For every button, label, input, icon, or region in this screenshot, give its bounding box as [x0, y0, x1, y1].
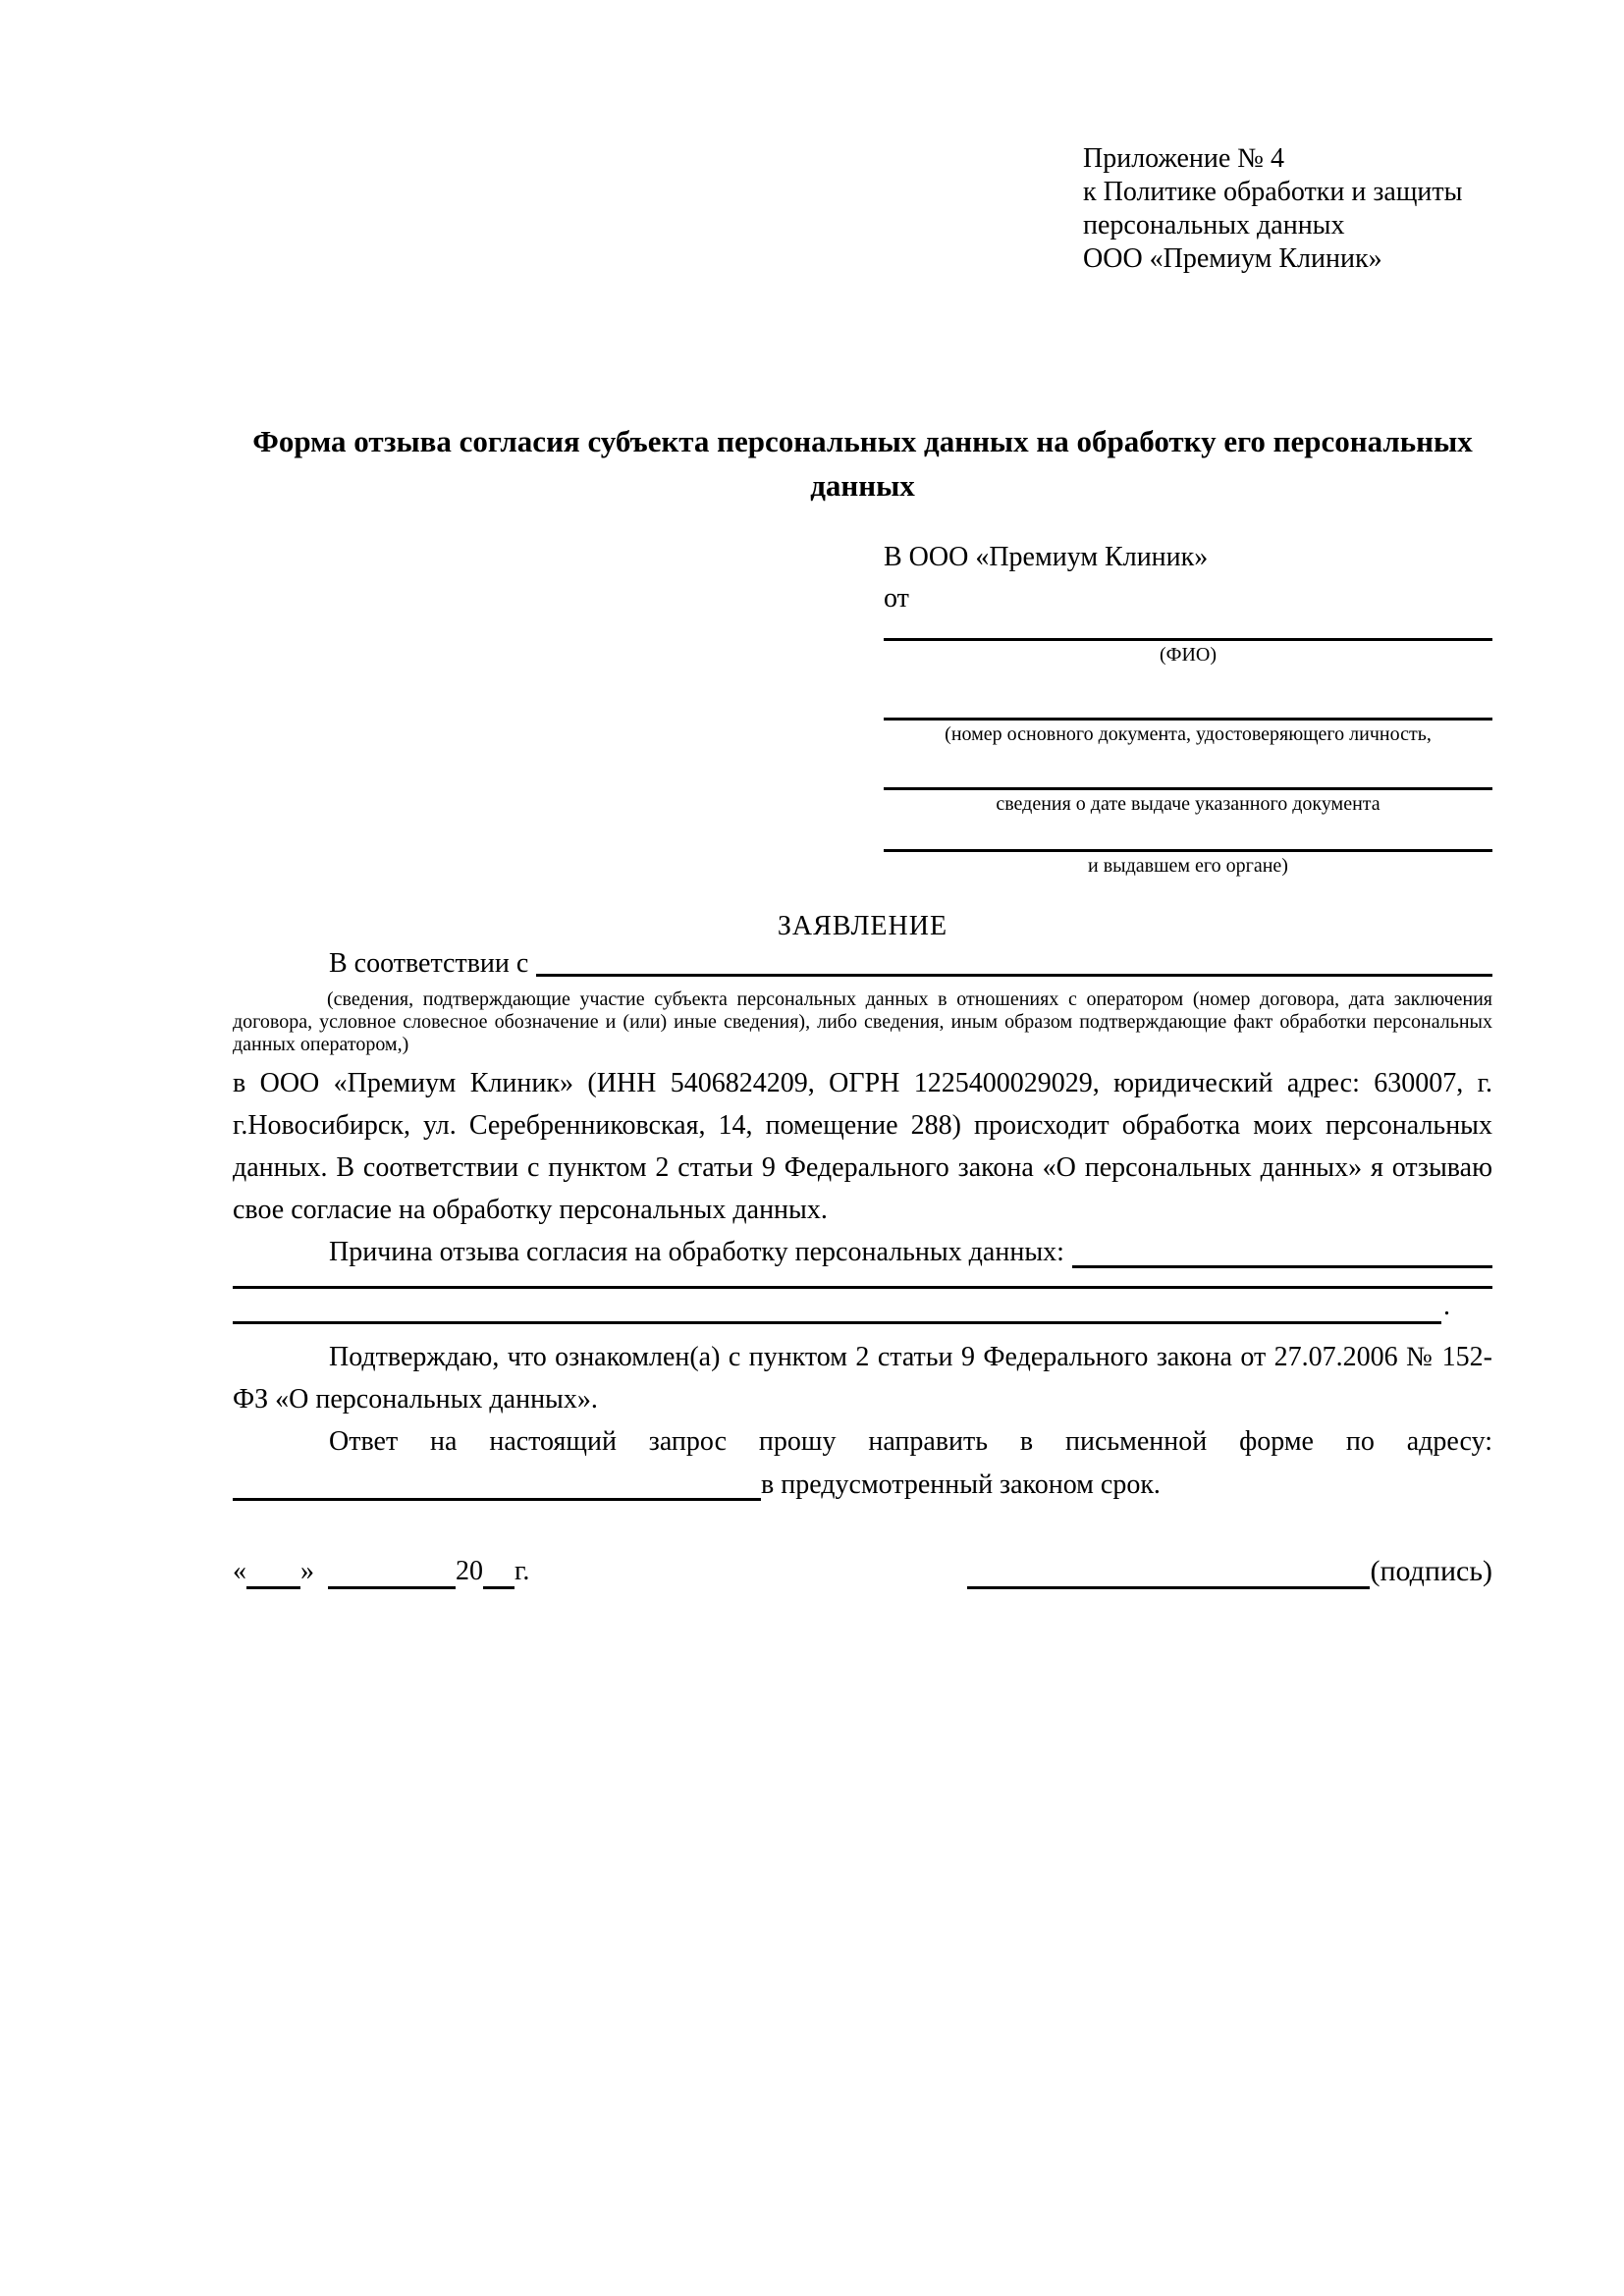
issue-date-blank-line[interactable] — [884, 787, 1492, 790]
document-number-field — [884, 718, 1492, 746]
issuer-caption: и выдавшем его органе) — [1088, 855, 1288, 877]
document-number-caption: (номер основного документа, удостоверяющего личность, — [945, 723, 1432, 745]
reason-line — [233, 1231, 1492, 1273]
reason-blank-line-2[interactable] — [233, 1286, 1492, 1289]
intro-line — [233, 946, 1492, 982]
page-title: Форма отзыва согласия субъекта персональных данных на обработку его персональных данных — [252, 424, 1473, 503]
date-year-blank[interactable] — [483, 1557, 514, 1589]
document-number-blank-line[interactable] — [884, 718, 1492, 721]
intro-blank-line[interactable] — [536, 974, 1492, 977]
date-fill-group — [233, 1554, 529, 1589]
issue-date-field — [884, 787, 1492, 816]
appendix-header-line: персональных данных — [1083, 210, 1345, 240]
reason-continuation-row — [233, 1273, 1492, 1289]
date-close-quote: » — [300, 1556, 314, 1586]
signature-group — [967, 1554, 1492, 1589]
appendix-header — [1083, 142, 1492, 276]
fio-field — [884, 638, 1492, 667]
response-lead-line: Ответ на настоящий запрос прошу направить в письменной форме по адресу: — [329, 1426, 1492, 1457]
reason-label: Причина отзыва согласия на обработку персональных данных: — [329, 1237, 1064, 1267]
response-tail-text: в предусмотренный законом срок. — [761, 1469, 1161, 1500]
reason-blank-line[interactable] — [1072, 1265, 1492, 1268]
signature-blank-line[interactable] — [967, 1557, 1370, 1589]
date-day-blank[interactable] — [246, 1557, 300, 1589]
fio-caption: (ФИО) — [1159, 644, 1217, 666]
issue-date-caption: сведения о дате выдаче указанного документа — [996, 793, 1380, 815]
appendix-header-line: к Политике обработки и защиты — [1083, 177, 1463, 207]
issuer-field — [884, 849, 1492, 878]
reason-blank-line-3[interactable] — [233, 1321, 1441, 1324]
confirmation-paragraph: Подтверждаю, что ознакомлен(а) с пунктом 2 статьи 9 Федерального закона от 27.07.2006 № 152-ФЗ «О персональных данных». — [233, 1342, 1492, 1415]
date-open-quote: « — [233, 1556, 246, 1586]
reason-continuation-row — [233, 1289, 1492, 1324]
statement-heading: ЗАЯВЛЕНИЕ — [777, 911, 948, 941]
intro-lead-text: В соответствии с — [329, 948, 529, 979]
fine-print-note: (сведения, подтверждающие участие субъекта персональных данных в отношениях с оператором (номер договора, дата заключения договора, условное словесное обозначение и (или) иные сведения), либо сведения, иным образом подтверждающие факт обработки персональных данных оператором,) — [233, 988, 1492, 1055]
appendix-header-line: Приложение № 4 — [1083, 143, 1284, 174]
response-address-row — [233, 1463, 1492, 1505]
date-year-prefix: 20 — [456, 1556, 483, 1586]
date-month-blank[interactable] — [328, 1557, 456, 1589]
signature-caption: (подпись) — [1370, 1555, 1492, 1587]
sentence-period: . — [1443, 1291, 1450, 1321]
fio-blank-line[interactable] — [884, 638, 1492, 641]
statement-body-paragraph: в ООО «Премиум Клиник» (ИНН 5406824209, ОГРН 1225400029029, юридический адрес: 630007, г. г.Новосибирск, ул. Серебренниковская, 14, помещение 288) происходит обработка моих персональных данных. В соответствии с пунктом 2 статьи 9 Федерального закона «О персональных данных» я отзываю свое согласие на обработку персональных данных. — [233, 1068, 1492, 1225]
appendix-header-line: ООО «Премиум Клиник» — [1083, 243, 1382, 274]
addressee-to: В ООО «Премиум Клиник» — [884, 542, 1209, 572]
issuer-blank-line[interactable] — [884, 849, 1492, 852]
addressee-block — [884, 540, 1492, 878]
date-year-suffix: г. — [514, 1556, 530, 1586]
response-address-blank-line[interactable] — [233, 1498, 761, 1501]
signature-row — [233, 1554, 1492, 1589]
addressee-from-label: от — [884, 583, 909, 614]
